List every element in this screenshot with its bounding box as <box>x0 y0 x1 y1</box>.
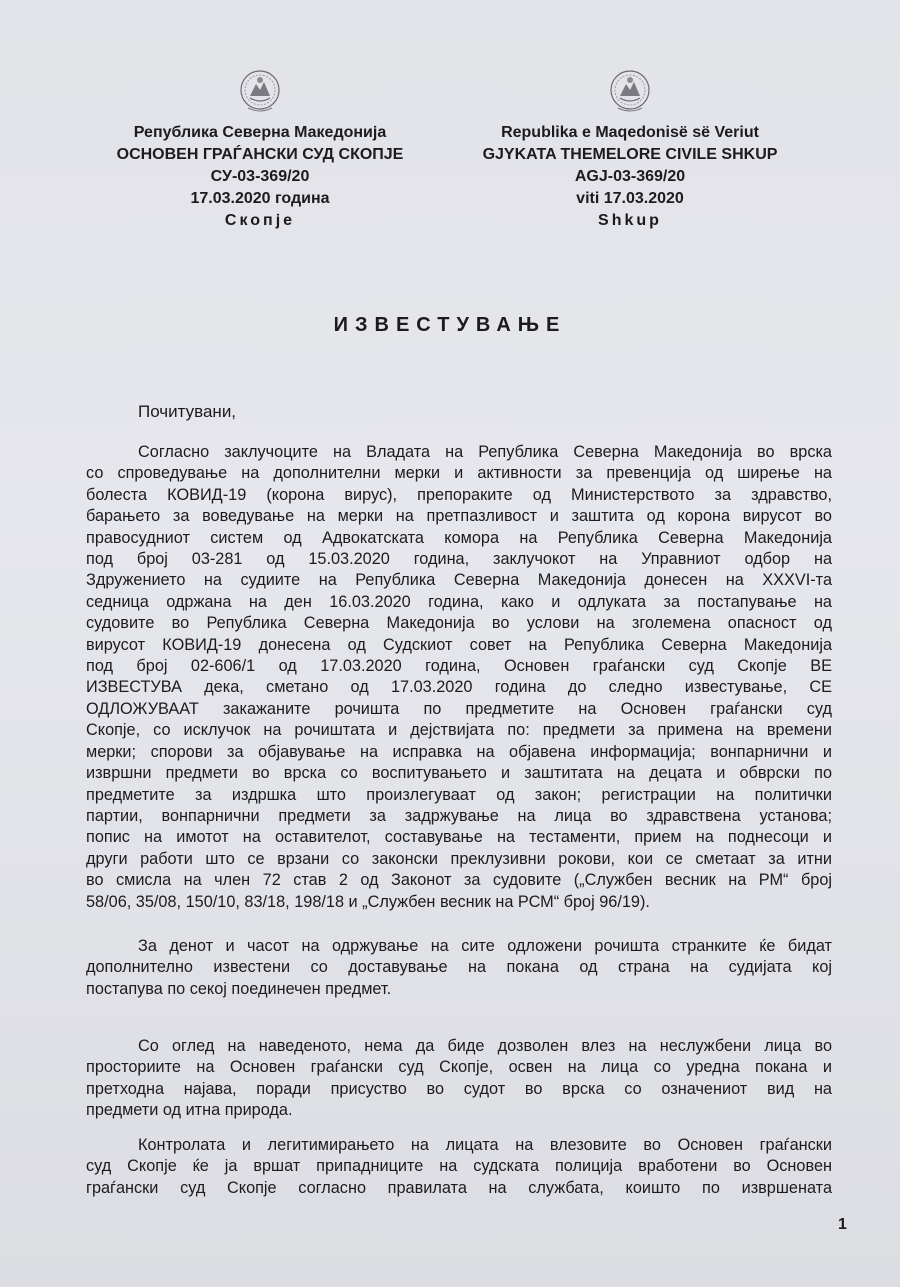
text-line: предметите за издршка што произлегуваат од закон; регистрации на политички <box>86 785 832 804</box>
body-paragraph <box>86 936 832 1000</box>
document-date: viti 17.03.2020 <box>576 190 684 207</box>
text-line: Скопје, со исклучок на рочиштата и дејствијата по: предмети за примена на времени <box>86 721 832 740</box>
letterhead-macedonian <box>70 68 450 232</box>
text-line: партии, вонпарнични предмети за задржување на лица во здравствена установа; <box>86 806 832 825</box>
text-line: со спроведување на дополнителни мерки и активности за превенција од ширење на <box>86 464 832 483</box>
text-line: правосудниот систем од Адвокатската комора на Република Северна Македонија <box>86 528 832 547</box>
coat-of-arms-icon <box>238 68 282 116</box>
text-line: болеста КОВИД-19 (корона вирус), препораките од Министерството за здравство, <box>86 485 832 504</box>
court-name: GJYKATA THEMELORE CIVILE SHKUP <box>482 146 778 163</box>
body-paragraph <box>86 1036 832 1122</box>
court-name: ОСНОВЕН ГРАЃАНСКИ СУД СКОПЈЕ <box>116 146 404 163</box>
case-number: AGJ-03-369/20 <box>574 168 686 185</box>
text-line: Со оглед на наведеното, нема да биде дозволен влез на неслужбени лица во <box>138 1037 832 1055</box>
city-name: Shkup <box>598 212 662 229</box>
text-line: мерки; спорови за објавување на исправка на објавена информација; вонпарнични и <box>86 742 832 761</box>
text-line: постапува по секој поединечен предмет. <box>86 979 392 998</box>
text-line: во смисла на член 72 став 2 од Законот за судовите („Службен весник на РМ“ број <box>86 871 832 890</box>
text-line: попис на имотот на оставителот, составување на тестаменти, прием на поднесоци и <box>86 828 832 847</box>
letterhead-albanian <box>440 68 820 232</box>
text-line: Здружението на судиите на Република Северна Македонија донесен на XXXVI-та <box>86 571 832 590</box>
text-line: вирусот КОВИД-19 донесена од Судскиот совет на Република Северна Македонија <box>86 635 832 654</box>
text-line: претходна најава, поради присуство во судот во врска со означениот вид на <box>86 1079 832 1098</box>
text-line: под број 03-281 од 15.03.2020 година, заклучокот на Управниот одбор на <box>86 550 832 569</box>
text-line: просториите на Основен граѓански суд Скопје, освен на лица со уредна покана и <box>86 1058 832 1077</box>
salutation: Почитувани, <box>138 402 237 421</box>
text-line: предмети од итна природа. <box>86 1101 293 1120</box>
body-paragraph <box>86 442 832 913</box>
text-line: суд Скопје ќе ја вршат припадниците на судската полиција вработени во Основен <box>86 1157 832 1176</box>
text-line: дополнително известени со доставување на покана од страна на судијата кој <box>86 958 832 977</box>
text-line: Контролата и легитимирањето на лицата на влезовите во Основен граѓански <box>138 1136 832 1154</box>
text-line: извршни предмети во врска со воспитувањето и заштитата на децата и обврски по <box>86 764 832 783</box>
text-line: граѓански суд Скопје согласно правилата на службата, коишто по извршената <box>86 1178 832 1197</box>
document-date: 17.03.2020 година <box>190 190 330 207</box>
country-name: Republika e Maqedonisë së Veriut <box>501 124 759 141</box>
coat-of-arms-icon <box>608 68 652 116</box>
text-line: под број 02-606/1 од 17.03.2020 година, Основен граѓански суд Скопје ВЕ <box>86 657 832 676</box>
text-line: 58/06, 35/08, 150/10, 83/18, 198/18 и „Службен весник на РСМ“ број 96/19). <box>86 892 650 911</box>
country-name: Република Северна Македонија <box>133 124 387 141</box>
city-name: Скопје <box>224 212 296 229</box>
text-line: ОДЛОЖУВААТ закажаните рочишта по предметите на Основен граѓански суд <box>86 699 832 718</box>
letterhead <box>0 68 900 238</box>
text-line: други работи што се врзани со законски преклузивни рокови, кои се сметаат за итни <box>86 849 832 868</box>
text-line: седница одржана на ден 16.03.2020 година, како и одлуката за постапување на <box>86 592 832 611</box>
page-number: 1 <box>838 1216 847 1233</box>
text-line: барањето за воведување на мерки на претпазливост и заштита од корона вирусот во <box>86 507 832 526</box>
text-line: Согласно заклучоците на Владата на Република Северна Македонија во врска <box>138 443 832 461</box>
document-title: ИЗВЕСТУВАЊЕ <box>333 314 567 336</box>
text-line: ИЗВЕСТУВА дека, сметано од 17.03.2020 година до следно известување, СЕ <box>86 678 832 697</box>
body-paragraph <box>86 1135 832 1199</box>
case-number: СУ-03-369/20 <box>210 168 310 185</box>
text-line: судовите во Република Северна Македонија во услови на зголемена опасност од <box>86 614 832 633</box>
text-line: За денот и часот на одржување на сите одложени рочишта странките ќе бидат <box>138 937 832 955</box>
